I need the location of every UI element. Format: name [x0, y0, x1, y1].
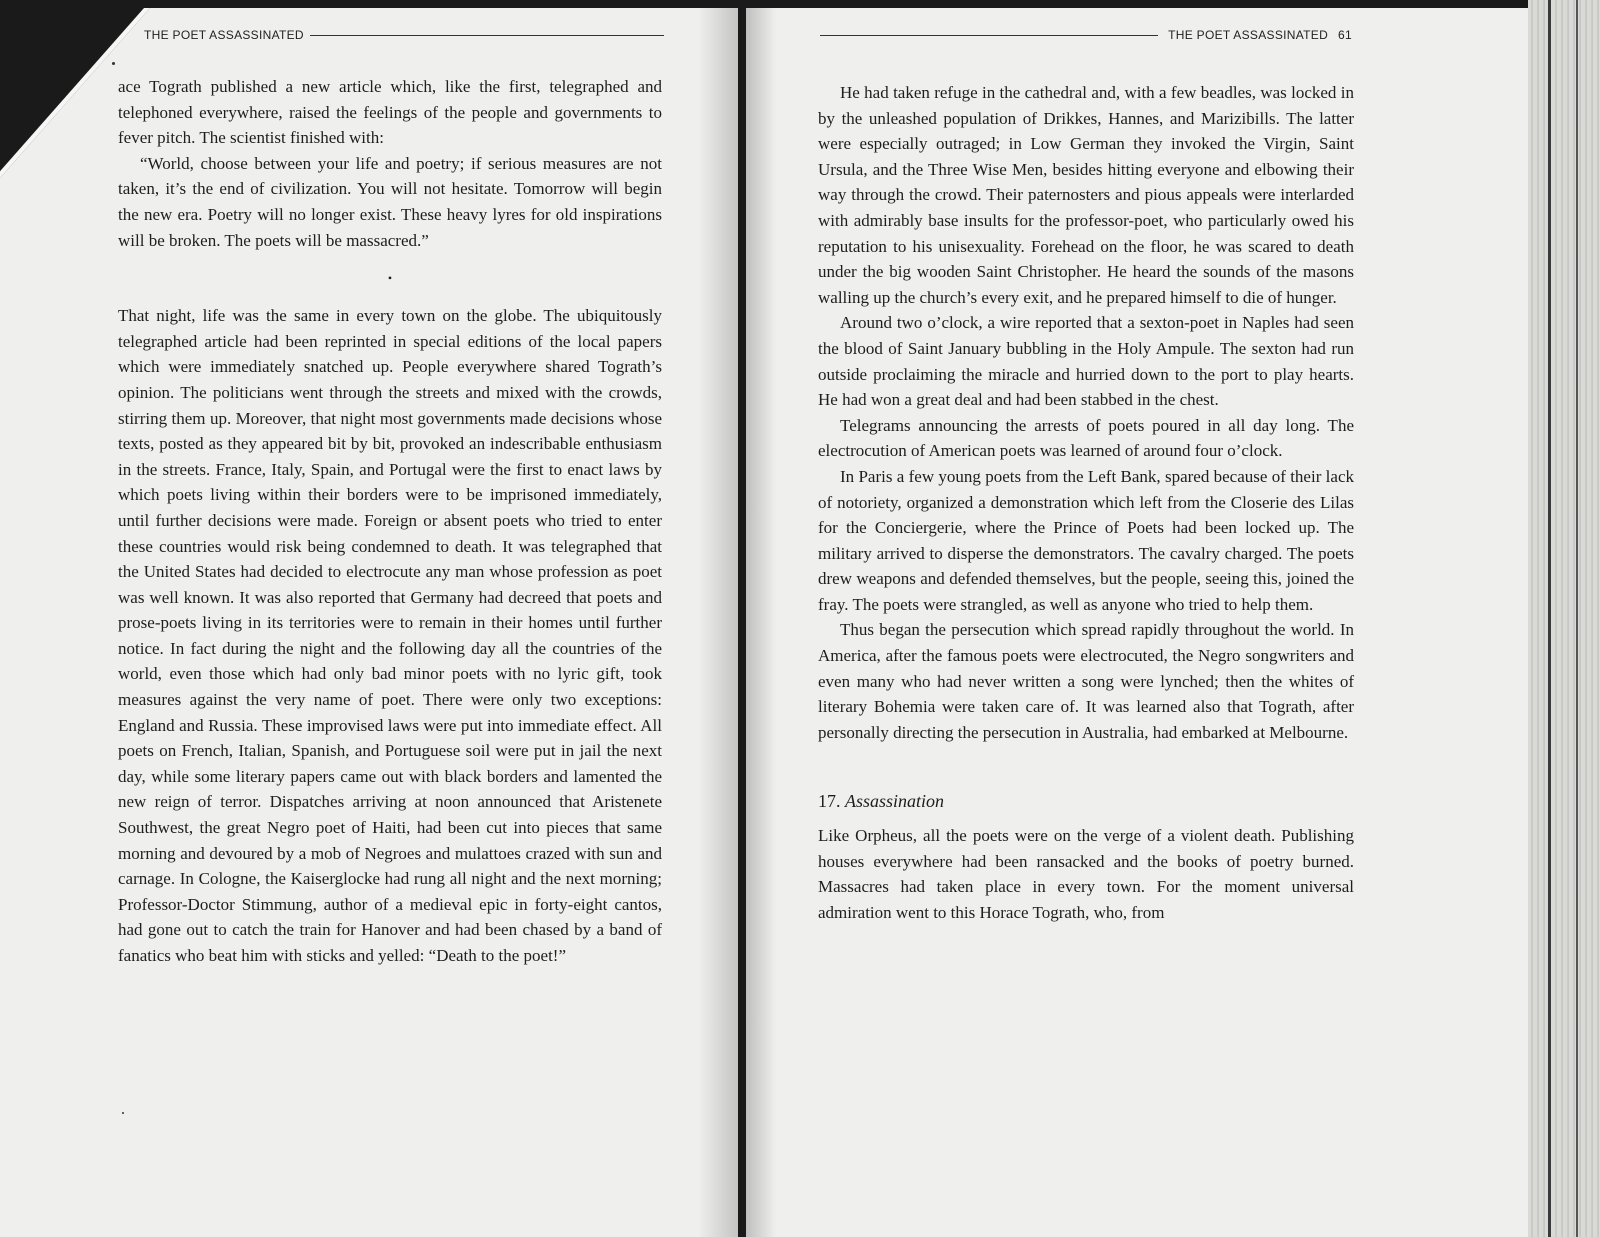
- right-paragraph-3: Telegrams announcing the arrests of poets poured in all day long. The electrocution of American poets was learned of around four o’clock.: [818, 415, 1354, 461]
- section-heading: [818, 789, 1354, 815]
- left-paragraph-3: That night, life was the same in every town on the globe. The ubiquitously telegraphed article had been reprinted in special editions of the local papers which were immediately snatched up. People everywhere shared Tograth’s opinion. The politicians went through the streets and mixed with the crowds, stirring them up. Moreover, that night most governments made decisions whose texts, posted as they appeared bit by bit, provoked an indescribable enthusiasm in the streets. France, Italy, Spain, and Portugal were the first to enact laws by which poets living within their borders were to be imprisoned immediately, until further decisions were made. Foreign or absent poets who tried to enter these countries would risk being condemned to death. It was telegraphed that the United States had decided to electrocute any man whose profession as poet was well known. It was also reported that Germany had decreed that poets and prose-poets living in its territories were to remain in their homes until further notice. In fact during the night and the following day all the countries of the world, even those which had only bad minor poets with no lyric gift, took measures against the very name of poet. There were only two exceptions: England and Russia. These improvised laws were put into immediate effect. All poets on French, Italian, Spanish, and Portuguese soil were put in jail the next day, while some literary papers came out with black borders and lamented the new reign of terror. Dispatches arriving at noon announced that Aristenete Southwest, the great Negro poet of Haiti, had been cut into pieces that same morning and devoured by a mob of Negroes and mulattoes crazed with sun and carnage. In Cologne, the Kaiserglocke had rung all night and the next morning; Professor-Doctor Stimmung, author of a medieval epic in forty-eight cantos, had gone out to catch the train for Hanover and had been chased by a band of fanatics who beat him with sticks and yelled: “Death to the poet!”: [118, 306, 662, 965]
- right-paragraph-4: In Paris a few young poets from the Left Bank, spared because of their lack of notoriety, organized a demonstration which left from the Closerie des Lilas for the Conciergerie, where the Prince of Poets had been locked up. The military arrived to disperse the demonstrators. The cavalry charged. The poets drew weapons and defended themselves, but the people, seeing this, joined the fray. The poets were strangled, as well as anyone who tried to help them.: [818, 466, 1354, 614]
- right-paragraph-6: Like Orpheus, all the poets were on the verge of a violent death. Publishing houses everywhere had been ransacked and the books of poetry burned. Massacres had taken place in every town. For the moment universal admiration went to this Horace Tograth, who, from: [818, 826, 1354, 922]
- right-running-head: [820, 28, 1352, 42]
- gutter-shadow: [698, 8, 738, 1237]
- section-number: 17.: [818, 791, 841, 812]
- right-paragraph-2: Around two o’clock, a wire reported that a sexton-poet in Naples had seen the blood of Saint January bubbling in the Holy Ampule. The sexton had run outside proclaiming the miracle and hurried down to the port to play hearts. He had won a great deal and had been stabbed in the chest.: [818, 313, 1354, 410]
- left-running-head: [144, 28, 664, 42]
- right-paragraph-5: Thus began the persecution which spread rapidly throughout the world. In America, after the famous poets were electrocuted, the Negro songwriters and even many who had never written a song were lynched; then the whites of literary Bohemia were taken care of. It was learned also that Tograth, after personally directing the persecution in Australia, had embarked at Melbourne.: [818, 620, 1354, 742]
- gutter-shadow: [746, 8, 776, 1237]
- right-running-head-rule: [820, 35, 1158, 36]
- left-running-head-rule: [310, 35, 664, 36]
- left-paragraph-2: “World, choose between your life and poetry; if serious measures are not taken, it’s the end of civilization. You will not hesitate. Tomorrow will begin the new era. Poetry will no longer exist. These heavy lyres for old inspirations will be broken. The poets will be massacred.”: [118, 153, 662, 250]
- section-separator: •: [387, 271, 393, 286]
- ink-speck: [112, 62, 115, 65]
- left-body-text: [118, 74, 662, 969]
- page-edge-line: [1576, 0, 1578, 1237]
- right-paragraph-1: He had taken refuge in the cathedral and, with a few beadles, was locked in by the unleashed population of Drikkes, Hannes, and Marizibills. The latter were especially outraged; in Low German they invoked the Virgin, Saint Ursula, and the Three Wise Men, besides hitting everyone and elbowing their way through the crowd. Their paternosters and pious appeals were interlarded with admirably base insults for the professor-poet, who particularly owed his reputation to his unisexuality. Forehead on the floor, he was scared to death under the big wooden Saint Christopher. He heard the sounds of the masons walling up the church’s every exit, and he prepared himself to die of hunger.: [818, 83, 1354, 307]
- ink-speck: [122, 1112, 124, 1114]
- right-body-text: [818, 80, 1354, 925]
- page-edge-line: [1548, 0, 1551, 1237]
- right-page: [746, 8, 1528, 1237]
- page-edges: [1528, 0, 1600, 1237]
- left-running-head-title: THE POET ASSASSINATED: [144, 28, 304, 42]
- left-page: [0, 8, 738, 1237]
- section-title: Assassination: [845, 791, 945, 812]
- page-number: 61: [1338, 28, 1352, 42]
- right-running-head-title: THE POET ASSASSINATED: [1168, 28, 1329, 42]
- left-paragraph-1: ace Tograth published a new article which, like the first, telegraphed and telephoned everywhere, raised the feelings of the people and governments to fever pitch. The scientist finished with:: [118, 77, 662, 148]
